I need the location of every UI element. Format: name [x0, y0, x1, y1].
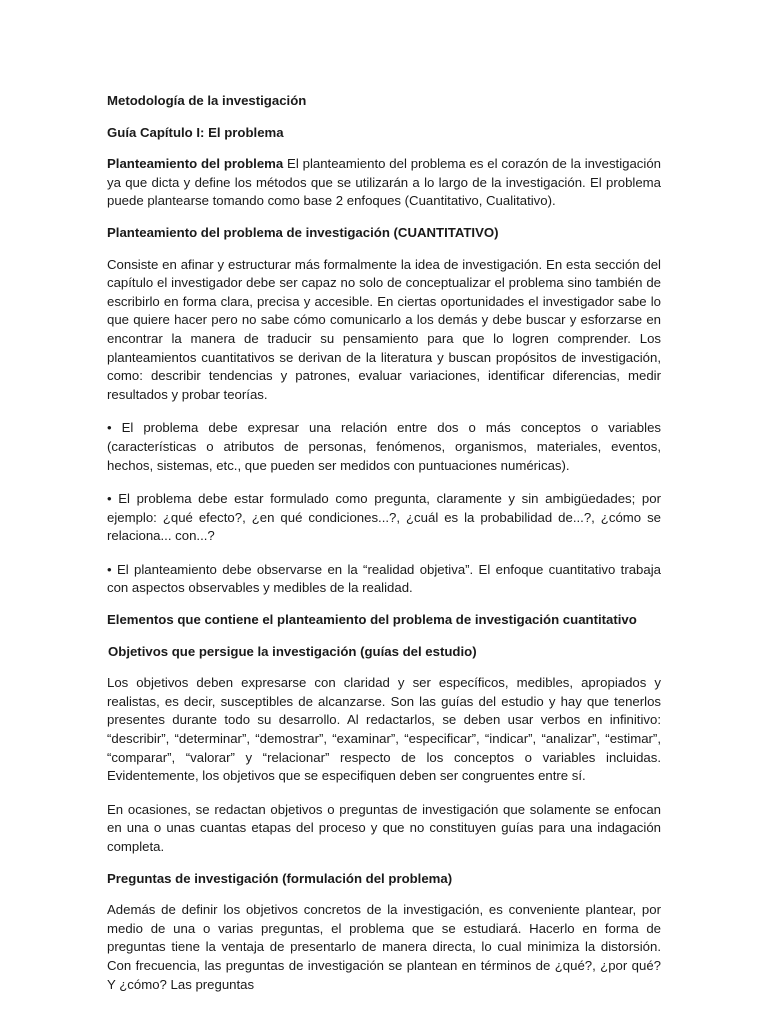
bullet-item-3: • El planteamiento debe observarse en la “realidad objetiva”. El enfoque cuantitativo trabaja con aspectos observables y medibles de la realidad.	[107, 561, 661, 596]
section-cuantitativo-body: Consiste en afinar y estructurar más formalmente la idea de investigación. En esta sección del capítulo el investigador debe ser capaz no solo de conceptualizar el problema sino también de escribirlo en forma clara, precisa y accesible. En ciertas oportunidades el investigador sabe lo que quiere hacer pero no sabe cómo comunicarlo a los demás y debe buscar y esforzarse en encontrar la manera de traducir su pensamiento para que lo logren comprender. Los planteamientos cuantitativos se derivan de la literatura y buscan propósitos de investigación, como: describir tendencias y patrones, evaluar variaciones, identificar diferencias, medir resultados y probar teorías.	[107, 256, 661, 402]
objectives-paragraph-1: Los objetivos deben expresarse con claridad y ser específicos, medibles, apropiados y realistas, es decir, susceptibles de alcanzarse. Son las guías del estudio y hay que tenerlos presentes durante todo su desarrollo. Al redactarlos, se deben usar verbos en infinitivo: “describir”, “determinar”, “demostrar”, “examinar”, “especificar”, “indicar”, “analizar”, “estimar”, “comparar”, “valorar” y “relacionar” respecto de los conceptos o variables incluidas. Evidentemente, los objetivos que se especifiquen deben ser congruentes entre sí.	[107, 675, 661, 784]
objectives-heading: Objetivos que persigue la investigación (guías del estudio)	[108, 643, 477, 659]
intro-text: El planteamiento del problema es el corazón de la investigación ya que dicta y define los métodos que se utilizarán a lo largo de la investigación. El problema puede plantearse tomando como base 2 enfoques (Cuantitativo, Cualitativo).	[107, 156, 661, 209]
guide-title: Guía Capítulo I: El problema	[107, 124, 284, 140]
bullet-item-2: • El problema debe estar formulado como pregunta, claramente y sin ambigüedades; por ejemplo: ¿qué efecto?, ¿en qué condiciones...?, ¿cuál es la probabilidad de...?, ¿cómo se relaciona... con...?	[107, 491, 661, 544]
document-title: Metodología de la investigación	[107, 93, 307, 108]
intro-paragraph	[107, 155, 661, 211]
questions-heading: Preguntas de investigación (formulación del problema)	[107, 870, 453, 886]
bullet-item-1: • El problema debe expresar una relación entre dos o más conceptos o variables (características o atributos de personas, fenómenos, organismos, materiales, eventos, hechos, sistemas, etc., que pueden ser medidos con puntuaciones numéricas).	[107, 420, 661, 473]
intro-lead: Planteamiento del problema	[107, 156, 284, 172]
questions-paragraph: Además de definir los objetivos concretos de la investigación, es conveniente plantear, por medio de una o varias preguntas, el problema que se estudiará. Hacerlo en forma de preguntas tiene la ventaja de presentarlo de manera directa, lo cual minimiza la distorsión. Con frecuencia, las preguntas de investigación se plantean en términos de ¿qué?, ¿por qué? Y ¿cómo? Las preguntas	[107, 902, 661, 992]
objectives-paragraph-2: En ocasiones, se redactan objetivos o preguntas de investigación que solamente se enfocan en una o unas cuantas etapas del proceso y que no constituyen guías para una indagación completa.	[107, 801, 661, 854]
elements-heading: Elementos que contiene el planteamiento del problema de investigación cuantitativo	[107, 612, 637, 628]
section-cuantitativo-heading: Planteamiento del problema de investigación (CUANTITATIVO)	[107, 224, 499, 240]
